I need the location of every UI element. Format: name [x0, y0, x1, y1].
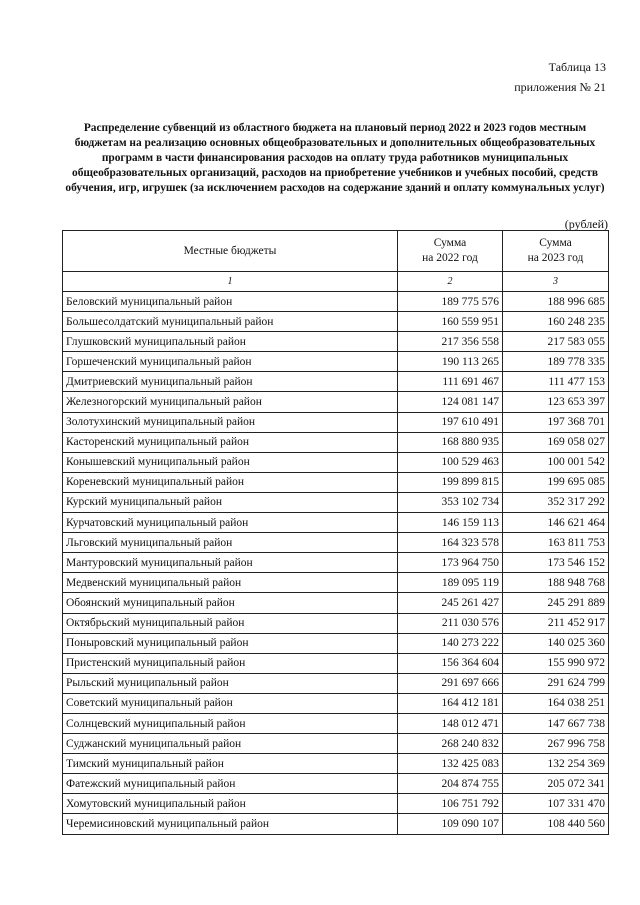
district-name: Обоянский муниципальный район: [63, 593, 398, 613]
district-name: Льговский муниципальный район: [63, 533, 398, 553]
district-name: Рыльский муниципальный район: [63, 673, 398, 693]
appendix-reference: приложения № 21: [514, 80, 606, 94]
amount-2023: 267 996 758: [503, 734, 609, 754]
table-row: [63, 593, 609, 613]
amount-2022: 100 529 463: [398, 452, 503, 472]
column-number: 1: [63, 272, 398, 292]
amount-2022: 199 899 815: [398, 472, 503, 492]
amount-2022: 156 364 604: [398, 653, 503, 673]
unit-label: (рублей): [564, 217, 608, 231]
amount-2023: 245 291 889: [503, 593, 609, 613]
district-name: Поныровский муниципальный район: [63, 633, 398, 653]
table-row: [63, 452, 609, 472]
table-row: [63, 392, 609, 412]
amount-2022: 160 559 951: [398, 312, 503, 332]
district-name: Дмитриевский муниципальный район: [63, 372, 398, 392]
table-row: [63, 492, 609, 512]
amount-2023: 169 058 027: [503, 432, 609, 452]
amount-2023: 352 317 292: [503, 492, 609, 512]
amount-2023: 173 546 152: [503, 553, 609, 573]
amount-2023: 160 248 235: [503, 312, 609, 332]
amount-2023: 155 990 972: [503, 653, 609, 673]
amount-2022: 197 610 491: [398, 412, 503, 432]
amount-2023: 100 001 542: [503, 452, 609, 472]
table-reference: Таблица 13: [548, 60, 606, 74]
subventions-table: [62, 230, 609, 835]
amount-2022: 189 775 576: [398, 292, 503, 312]
amount-2023: 108 440 560: [503, 814, 609, 834]
district-name: Черемисиновский муниципальный район: [63, 814, 398, 834]
table-row: [63, 553, 609, 573]
amount-2023: 163 811 753: [503, 533, 609, 553]
district-name: Тимский муниципальный район: [63, 754, 398, 774]
district-name: Советский муниципальный район: [63, 693, 398, 713]
amount-2023: 197 368 701: [503, 412, 609, 432]
amount-2022: 217 356 558: [398, 332, 503, 352]
document-title: Распределение субвенций из областного бюджета на плановый период 2022 и 2023 годов местным бюджетам на реализацию основных общеобразовательных и дополнительных общеобразовательных программ в части финансирования расходов на оплату труда работников муниципальных общеобразовательных организаций, расходов на приобретение учебников и учебных пособий, средств обучения, игр, игрушек (за исключением расходов на содержание зданий и оплату коммунальных услуг): [65, 122, 605, 194]
table-row: [63, 653, 609, 673]
table-row: [63, 673, 609, 693]
amount-2022: 148 012 471: [398, 713, 503, 733]
amount-2022: 106 751 792: [398, 794, 503, 814]
district-name: Железногорский муниципальный район: [63, 392, 398, 412]
column-number-row: [63, 272, 609, 292]
amount-2023: 164 038 251: [503, 693, 609, 713]
amount-2023: 146 621 464: [503, 513, 609, 533]
column-header-label: Местные бюджеты: [183, 244, 277, 257]
amount-2022: 146 159 113: [398, 513, 503, 533]
amount-2022: 132 425 083: [398, 754, 503, 774]
table-row: [63, 693, 609, 713]
district-name: Солнцевский муниципальный район: [63, 713, 398, 733]
column-header-2022: Сумма на 2022 год: [398, 231, 503, 272]
district-name: Глушковский муниципальный район: [63, 332, 398, 352]
district-name: Конышевский муниципальный район: [63, 452, 398, 472]
table-row: [63, 794, 609, 814]
amount-2022: 109 090 107: [398, 814, 503, 834]
amount-2022: 189 095 119: [398, 573, 503, 593]
table-row: [63, 513, 609, 533]
amount-2023: 291 624 799: [503, 673, 609, 693]
table-row: [63, 412, 609, 432]
table-row: [63, 432, 609, 452]
amount-2022: 245 261 427: [398, 593, 503, 613]
district-name: Большесолдатский муниципальный район: [63, 312, 398, 332]
amount-2022: 168 880 935: [398, 432, 503, 452]
amount-2023: 199 695 085: [503, 472, 609, 492]
district-name: Медвенский муниципальный район: [63, 573, 398, 593]
amount-2023: 107 331 470: [503, 794, 609, 814]
table-row: [63, 713, 609, 733]
district-name: Касторенский муниципальный район: [63, 432, 398, 452]
amount-2023: 147 667 738: [503, 713, 609, 733]
amount-2023: 211 452 917: [503, 613, 609, 633]
district-name: Фатежский муниципальный район: [63, 774, 398, 794]
amount-2022: 164 323 578: [398, 533, 503, 553]
district-name: Курчатовский муниципальный район: [63, 513, 398, 533]
amount-2022: 111 691 467: [398, 372, 503, 392]
amount-2023: 111 477 153: [503, 372, 609, 392]
amount-2022: 353 102 734: [398, 492, 503, 512]
amount-2022: 140 273 222: [398, 633, 503, 653]
table-row: [63, 352, 609, 372]
table-row: [63, 312, 609, 332]
column-header-budgets: [63, 231, 398, 272]
amount-2023: 188 948 768: [503, 573, 609, 593]
table-header-row: [63, 231, 609, 272]
district-name: Курский муниципальный район: [63, 492, 398, 512]
table-row: [63, 754, 609, 774]
amount-2022: 173 964 750: [398, 553, 503, 573]
amount-2022: 211 030 576: [398, 613, 503, 633]
amount-2023: 189 778 335: [503, 352, 609, 372]
table-row: [63, 292, 609, 312]
table-row: [63, 613, 609, 633]
amount-2023: 188 996 685: [503, 292, 609, 312]
table-row: [63, 734, 609, 754]
amount-2023: 217 583 055: [503, 332, 609, 352]
column-number: 2: [398, 272, 503, 292]
amount-2022: 124 081 147: [398, 392, 503, 412]
table-row: [63, 472, 609, 492]
amount-2023: 123 653 397: [503, 392, 609, 412]
amount-2022: 164 412 181: [398, 693, 503, 713]
district-name: Хомутовский муниципальный район: [63, 794, 398, 814]
district-name: Горшеченский муниципальный район: [63, 352, 398, 372]
amount-2022: 268 240 832: [398, 734, 503, 754]
district-name: Мантуровский муниципальный район: [63, 553, 398, 573]
table-row: [63, 573, 609, 593]
column-header-2023: Сумма на 2023 год: [503, 231, 609, 272]
table-row: [63, 372, 609, 392]
district-name: Октябрьский муниципальный район: [63, 613, 398, 633]
district-name: Беловский муниципальный район: [63, 292, 398, 312]
amount-2022: 291 697 666: [398, 673, 503, 693]
district-name: Золотухинский муниципальный район: [63, 412, 398, 432]
district-name: Пристенский муниципальный район: [63, 653, 398, 673]
table-row: [63, 332, 609, 352]
table-row: [63, 533, 609, 553]
amount-2022: 190 113 265: [398, 352, 503, 372]
district-name: Кореневский муниципальный район: [63, 472, 398, 492]
table-row: [63, 774, 609, 794]
amount-2023: 140 025 360: [503, 633, 609, 653]
district-name: Суджанский муниципальный район: [63, 734, 398, 754]
amount-2022: 204 874 755: [398, 774, 503, 794]
amount-2023: 132 254 369: [503, 754, 609, 774]
table-row: [63, 814, 609, 834]
table-row: [63, 633, 609, 653]
amount-2023: 205 072 341: [503, 774, 609, 794]
column-number: 3: [503, 272, 609, 292]
